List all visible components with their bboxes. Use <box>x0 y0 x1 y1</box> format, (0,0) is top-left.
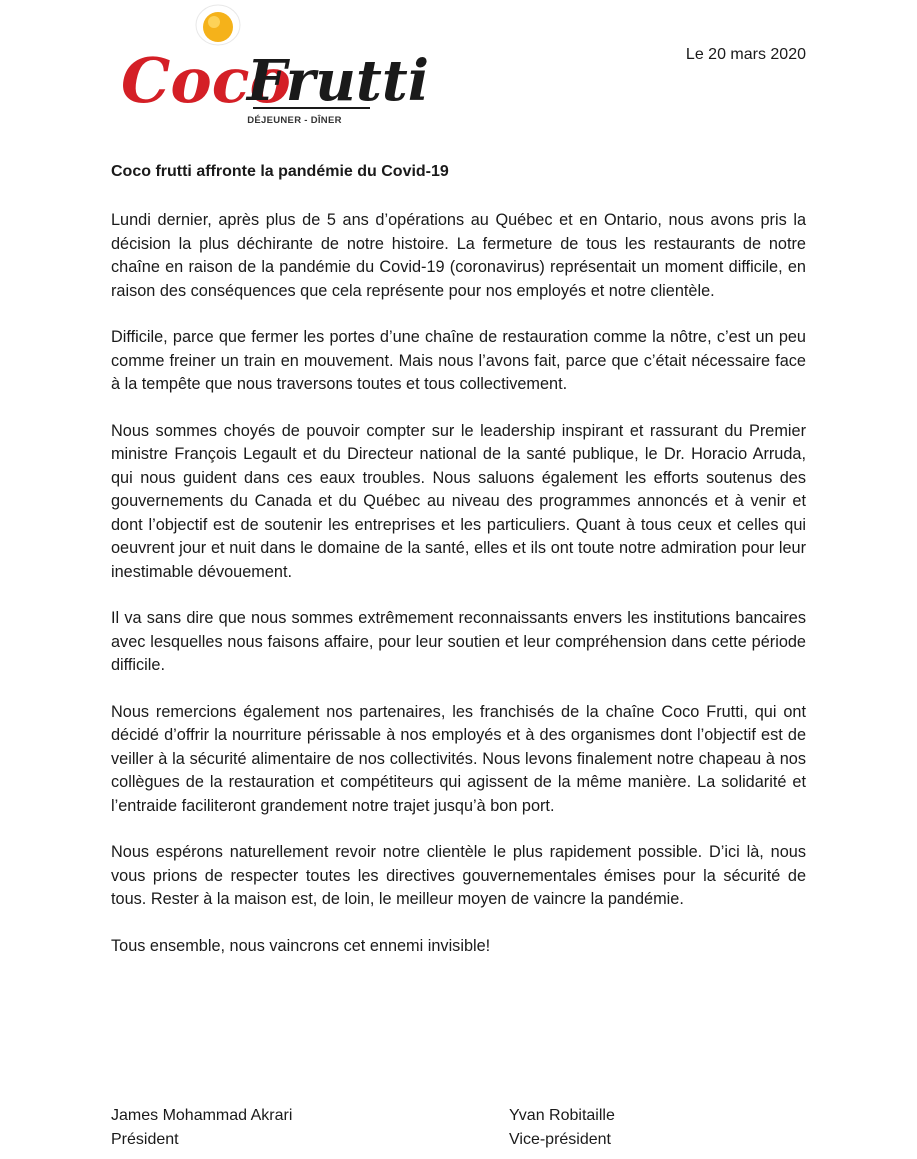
signatory-title: Président <box>111 1131 179 1148</box>
paragraph: Nous sommes choyés de pouvoir compter sur le leadership inspirant et rassurant du Premier ministre François Legault et du Directeur national de la santé publique, le Dr. Horacio Arruda, qui nous guident dans ces eaux troubles. Nous saluons également les efforts soutenus des gouvernements du Canada et du Québec au niveau des programmes annoncés et à venir et dont l’objectif est de soutenir les entreprises et les particuliers. Quant à tous ceux et celles qui oeuvrent jour et nuit dans le domaine de la santé, elles et ils ont toute notre admiration pour leur inestimable dévouement. <box>111 421 806 581</box>
logo-brand-frutti: Frutti <box>247 48 429 114</box>
letter-date: Le 20 mars 2020 <box>685 46 806 63</box>
paragraph: Il va sans dire que nous sommes extrêmement reconnaissants envers les institutions bancaires avec lesquelles nous faisons affaire, pour leur soutien et leur compréhension dans cette période difficile. <box>111 609 806 674</box>
paragraph: Nous espérons naturellement revoir notre clientèle le plus rapidement possible. D’ici là, nous vous prions de respecter toutes les directives gouvernementales émises pour la sécurité de tous. Rester à la maison est, de loin, le meilleur moyen de vaincre la pandémie. <box>111 843 806 908</box>
letter-subject: Coco frutti affronte la pandémie du Covid-19 <box>111 163 449 180</box>
paragraph: Difficile, parce que fermer les portes d’une chaîne de restauration comme la nôtre, c’est un peu comme freiner un train en mouvement. Mais nous l’avons fait, parce que c’était nécessaire face à la tempête que nous traversons toutes et tous collectivement. <box>111 328 806 393</box>
signature-block-president <box>111 1104 292 1152</box>
paragraph: Tous ensemble, nous vaincrons cet ennemi invisible! <box>111 936 491 955</box>
paragraph: Nous remercions également nos partenaires, les franchisés de la chaîne Coco Frutti, qui ont décidé d’offrir la nourriture périssable à nos employés et à des organismes dont l’objectif est de veiller à la sécurité alimentaire de nos collectivités. Nous levons finalement notre chapeau à nos collègues de la restauration et compétiteurs qui agissent de la même manière. La solidarité et l’entraide faciliteront grandement notre trajet jusqu’à bon port. <box>111 702 806 815</box>
signatory-title: Vice-président <box>509 1131 611 1148</box>
logo-tagline: DÉJEUNER - DÎNER <box>247 115 342 126</box>
letter-body <box>111 209 806 981</box>
signatory-name: James Mohammad Akrari <box>111 1107 293 1124</box>
sun-egg-icon <box>115 2 429 117</box>
paragraph: Lundi dernier, après plus de 5 ans d’opérations au Québec et en Ontario, nous avons pris la décision la plus déchirante de notre histoire. La fermeture de tous les restaurants de notre chaîne en raison de la pandémie du Covid-19 (coronavirus) représentait un moment difficile, en raison des conséquences que cela représente pour nos employés et notre clientèle. <box>111 211 806 300</box>
logo-brand-coco: Coco <box>121 44 291 117</box>
signature-block-vice-president <box>509 1104 615 1152</box>
signatory-name: Yvan Robitaille <box>509 1107 615 1124</box>
coco-frutti-logo <box>115 2 429 132</box>
